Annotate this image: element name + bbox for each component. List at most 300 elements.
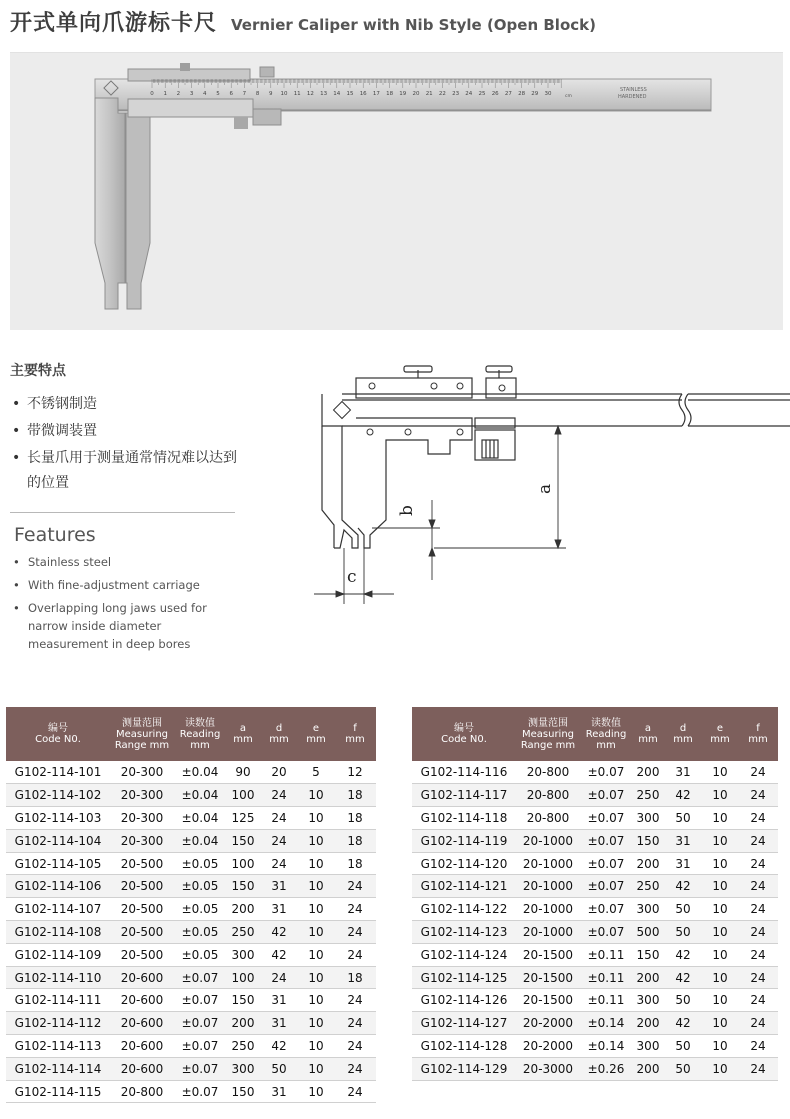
scale-number: 21 bbox=[425, 91, 433, 97]
table-cell: 24 bbox=[738, 921, 778, 944]
scale-number: 12 bbox=[306, 91, 314, 97]
table-row bbox=[6, 1012, 376, 1035]
table-cell: 42 bbox=[664, 784, 702, 807]
table-cell: 300 bbox=[632, 989, 664, 1012]
table-row bbox=[412, 1057, 778, 1080]
table-cell: 42 bbox=[260, 1035, 298, 1058]
column-header bbox=[580, 707, 632, 761]
table-cell: 10 bbox=[298, 966, 334, 989]
features-heading-cn: 主要特点 bbox=[10, 363, 66, 379]
table-cell: 20-300 bbox=[110, 761, 174, 784]
table-cell: 10 bbox=[298, 1035, 334, 1058]
table-cell: ±0.04 bbox=[174, 761, 226, 784]
table-cell: 20-1000 bbox=[516, 852, 580, 875]
table-cell: G102-114-126 bbox=[412, 989, 516, 1012]
table-row bbox=[412, 921, 778, 944]
table-cell: 24 bbox=[334, 1080, 376, 1103]
table-cell: ±0.04 bbox=[174, 829, 226, 852]
caliper-illustration bbox=[10, 53, 783, 331]
table-cell: ±0.05 bbox=[174, 898, 226, 921]
table-cell: ±0.05 bbox=[174, 921, 226, 944]
table-cell: 20-2000 bbox=[516, 1035, 580, 1058]
column-header-cn: a bbox=[239, 723, 247, 734]
table-cell: ±0.07 bbox=[580, 921, 632, 944]
table-cell: 100 bbox=[226, 966, 260, 989]
table-row bbox=[412, 989, 778, 1012]
table-cell: 500 bbox=[632, 921, 664, 944]
table-cell: 20-300 bbox=[110, 784, 174, 807]
table-cell: 20-1500 bbox=[516, 989, 580, 1012]
features-list-cn bbox=[10, 392, 245, 498]
table-cell: G102-114-122 bbox=[412, 898, 516, 921]
scale-number: 25 bbox=[478, 91, 486, 97]
table-cell: 20-600 bbox=[110, 1012, 174, 1035]
table-cell: G102-114-113 bbox=[6, 1035, 110, 1058]
table-cell: ±0.07 bbox=[174, 1012, 226, 1035]
column-header-en: mm bbox=[233, 734, 253, 745]
column-header-en: mm bbox=[306, 734, 326, 745]
table-cell: G102-114-120 bbox=[412, 852, 516, 875]
table-cell: 300 bbox=[226, 943, 260, 966]
table-cell: 24 bbox=[738, 898, 778, 921]
column-header-en: mm bbox=[638, 734, 658, 745]
table-cell: 24 bbox=[260, 829, 298, 852]
table-cell: 24 bbox=[334, 1012, 376, 1035]
column-header bbox=[702, 707, 738, 761]
dimension-label-a: a bbox=[535, 483, 555, 494]
table-cell: 10 bbox=[702, 898, 738, 921]
table-cell: ±0.07 bbox=[174, 966, 226, 989]
table-cell: 10 bbox=[298, 943, 334, 966]
table-row bbox=[6, 1057, 376, 1080]
scale-number: 2 bbox=[176, 91, 181, 97]
scale-number: 11 bbox=[293, 91, 301, 97]
table-cell: 10 bbox=[702, 966, 738, 989]
scale-number: 24 bbox=[465, 91, 473, 97]
column-header bbox=[298, 707, 334, 761]
table-cell: 50 bbox=[664, 1035, 702, 1058]
table-row bbox=[6, 875, 376, 898]
scale-number: 17 bbox=[372, 91, 380, 97]
column-header-cn: f bbox=[756, 723, 760, 734]
list-item: • 长量爪用于测量通常情况难以达到的位置 bbox=[10, 446, 245, 496]
column-header-cn: 测量范围 bbox=[528, 717, 568, 729]
scale-number: 14 bbox=[333, 91, 341, 97]
column-header-cn: a bbox=[644, 723, 652, 734]
table-cell: 200 bbox=[632, 1057, 664, 1080]
column-header-cn: 读数值 bbox=[185, 717, 215, 729]
table-cell: 20-1000 bbox=[516, 875, 580, 898]
table-row bbox=[412, 875, 778, 898]
table-cell: 24 bbox=[334, 989, 376, 1012]
table-cell: 24 bbox=[738, 1035, 778, 1058]
dimension-diagram bbox=[300, 360, 790, 610]
scale-number: 9 bbox=[269, 91, 273, 97]
table-cell: 150 bbox=[226, 875, 260, 898]
table-cell: 50 bbox=[664, 898, 702, 921]
dimension-label-c: c bbox=[347, 567, 357, 587]
table-cell: 20-1000 bbox=[516, 898, 580, 921]
table-row bbox=[6, 852, 376, 875]
table-cell: 31 bbox=[260, 1080, 298, 1103]
table-cell: 20-500 bbox=[110, 898, 174, 921]
table-cell: 10 bbox=[702, 784, 738, 807]
table-cell: 24 bbox=[738, 1057, 778, 1080]
scale-number: 6 bbox=[229, 91, 233, 97]
table-row bbox=[6, 829, 376, 852]
table-row bbox=[412, 761, 778, 784]
table-cell: ±0.07 bbox=[174, 1057, 226, 1080]
table-cell: 50 bbox=[260, 1057, 298, 1080]
table-cell: 50 bbox=[664, 921, 702, 944]
table-cell: 10 bbox=[702, 761, 738, 784]
table-cell: 24 bbox=[738, 761, 778, 784]
scale-number: 29 bbox=[531, 91, 539, 97]
product-photo bbox=[10, 52, 783, 330]
table-cell: ±0.05 bbox=[174, 943, 226, 966]
table-cell: 20-800 bbox=[110, 1080, 174, 1103]
table-cell: 24 bbox=[334, 1057, 376, 1080]
table-cell: 125 bbox=[226, 807, 260, 830]
column-header-en: mm bbox=[345, 734, 365, 745]
table-row bbox=[6, 966, 376, 989]
table-row bbox=[412, 852, 778, 875]
table-cell: 24 bbox=[738, 784, 778, 807]
table-cell: 300 bbox=[632, 1035, 664, 1058]
list-item: • 带微调装置 bbox=[10, 419, 245, 444]
caliper-line-drawing bbox=[300, 360, 790, 610]
column-header-en: Code N0. bbox=[35, 734, 81, 745]
table-cell: 20-600 bbox=[110, 966, 174, 989]
table-cell: 300 bbox=[632, 807, 664, 830]
table-row bbox=[412, 807, 778, 830]
table-cell: ±0.05 bbox=[174, 852, 226, 875]
table-row bbox=[6, 761, 376, 784]
column-header-cn: f bbox=[353, 723, 357, 734]
table-cell: 42 bbox=[664, 1012, 702, 1035]
table-cell: 20-2000 bbox=[516, 1012, 580, 1035]
table-cell: ±0.11 bbox=[580, 966, 632, 989]
table-cell: 10 bbox=[298, 921, 334, 944]
table-cell: 24 bbox=[260, 784, 298, 807]
table-cell: 250 bbox=[632, 784, 664, 807]
table-cell: 150 bbox=[632, 943, 664, 966]
table-cell: 200 bbox=[632, 1012, 664, 1035]
table-cell: 20-800 bbox=[516, 761, 580, 784]
table-row bbox=[6, 943, 376, 966]
column-header bbox=[110, 707, 174, 761]
table-cell: ±0.07 bbox=[580, 761, 632, 784]
scale-number: 5 bbox=[216, 91, 220, 97]
column-header bbox=[226, 707, 260, 761]
table-cell: 31 bbox=[260, 898, 298, 921]
table-cell: 10 bbox=[702, 1035, 738, 1058]
table-cell: 10 bbox=[298, 852, 334, 875]
scale-number: 26 bbox=[491, 91, 499, 97]
table-cell: 20-1500 bbox=[516, 943, 580, 966]
table-cell: G102-114-114 bbox=[6, 1057, 110, 1080]
column-header-cn: 编号 bbox=[48, 723, 68, 734]
column-header bbox=[738, 707, 778, 761]
scale-number: 13 bbox=[320, 91, 328, 97]
table-cell: 50 bbox=[664, 989, 702, 1012]
table-cell: 250 bbox=[226, 1035, 260, 1058]
scale-number: 20 bbox=[412, 91, 420, 97]
table-cell: 90 bbox=[226, 761, 260, 784]
table-cell: ±0.07 bbox=[580, 807, 632, 830]
table-cell: G102-114-118 bbox=[412, 807, 516, 830]
table-cell: 10 bbox=[702, 921, 738, 944]
page-title-en: Vernier Caliper with Nib Style (Open Block) bbox=[231, 16, 596, 34]
table-cell: 150 bbox=[632, 829, 664, 852]
table-cell: 150 bbox=[226, 989, 260, 1012]
fixed-jaw bbox=[95, 98, 125, 309]
dimension-label-b: b bbox=[397, 505, 417, 516]
table-cell: 10 bbox=[298, 898, 334, 921]
table-cell: 20-500 bbox=[110, 921, 174, 944]
table-cell: 10 bbox=[702, 807, 738, 830]
table-cell: 31 bbox=[260, 1012, 298, 1035]
table-cell: 31 bbox=[260, 875, 298, 898]
table-cell: 18 bbox=[334, 807, 376, 830]
table-cell: ±0.07 bbox=[580, 898, 632, 921]
table-cell: 20-600 bbox=[110, 1035, 174, 1058]
sliding-jaw bbox=[126, 113, 150, 309]
scale-number: 3 bbox=[189, 91, 194, 97]
table-cell: 100 bbox=[226, 852, 260, 875]
scale-number: 7 bbox=[242, 91, 247, 97]
table-cell: G102-114-107 bbox=[6, 898, 110, 921]
features-heading-en: Features bbox=[14, 524, 96, 546]
table-cell: G102-114-121 bbox=[412, 875, 516, 898]
table-cell: 10 bbox=[702, 989, 738, 1012]
scale-number: 19 bbox=[399, 91, 407, 97]
table-cell: G102-114-125 bbox=[412, 966, 516, 989]
table-row bbox=[6, 921, 376, 944]
scale-number: 10 bbox=[280, 91, 288, 97]
column-header-en: Reading mm bbox=[179, 728, 221, 751]
table-cell: 50 bbox=[664, 1057, 702, 1080]
table-cell: ±0.07 bbox=[174, 989, 226, 1012]
table-row bbox=[6, 1080, 376, 1103]
table-cell: 42 bbox=[664, 966, 702, 989]
table-cell: ±0.04 bbox=[174, 784, 226, 807]
table-cell: 42 bbox=[260, 921, 298, 944]
table-cell: G102-114-108 bbox=[6, 921, 110, 944]
table-cell: 20-300 bbox=[110, 807, 174, 830]
table-row bbox=[412, 1035, 778, 1058]
table-cell: 10 bbox=[298, 1057, 334, 1080]
table-cell: 24 bbox=[738, 943, 778, 966]
column-header-cn: d bbox=[275, 723, 283, 734]
table-cell: 20-500 bbox=[110, 943, 174, 966]
table-cell: ±0.07 bbox=[580, 875, 632, 898]
column-header bbox=[174, 707, 226, 761]
table-cell: 31 bbox=[664, 761, 702, 784]
table-cell: 24 bbox=[334, 1035, 376, 1058]
table-cell: 10 bbox=[298, 875, 334, 898]
table-cell: 200 bbox=[226, 1012, 260, 1035]
column-header bbox=[6, 707, 110, 761]
table-cell: 10 bbox=[702, 875, 738, 898]
column-header bbox=[412, 707, 516, 761]
column-header-cn: 编号 bbox=[454, 723, 474, 734]
table-cell: G102-114-117 bbox=[412, 784, 516, 807]
table-cell: 10 bbox=[298, 784, 334, 807]
table-cell: 18 bbox=[334, 784, 376, 807]
table-cell: 24 bbox=[260, 966, 298, 989]
table-cell: G102-114-123 bbox=[412, 921, 516, 944]
table-cell: 200 bbox=[632, 761, 664, 784]
scale-number: 30 bbox=[544, 91, 552, 97]
scale-number: 1 bbox=[163, 91, 167, 97]
table-cell: G102-114-101 bbox=[6, 761, 110, 784]
table-cell: 42 bbox=[664, 875, 702, 898]
table-cell: G102-114-103 bbox=[6, 807, 110, 830]
table-cell: 300 bbox=[226, 1057, 260, 1080]
table-cell: 31 bbox=[260, 989, 298, 1012]
list-item: • With fine-adjustment carriage bbox=[10, 576, 245, 594]
table-row bbox=[6, 807, 376, 830]
table-cell: 20-600 bbox=[110, 989, 174, 1012]
table-cell: 18 bbox=[334, 966, 376, 989]
table-cell: G102-114-128 bbox=[412, 1035, 516, 1058]
table-cell: 42 bbox=[260, 943, 298, 966]
column-header bbox=[664, 707, 702, 761]
table-cell: 31 bbox=[664, 852, 702, 875]
table-row bbox=[6, 898, 376, 921]
table-cell: 24 bbox=[738, 989, 778, 1012]
spec-table-left bbox=[6, 707, 376, 1103]
table-cell: 300 bbox=[632, 898, 664, 921]
table-cell: 20-800 bbox=[516, 784, 580, 807]
table-row bbox=[6, 1035, 376, 1058]
scale-number: 28 bbox=[518, 91, 526, 97]
table-cell: 24 bbox=[334, 898, 376, 921]
column-header-en: mm bbox=[748, 734, 768, 745]
table-cell: 5 bbox=[298, 761, 334, 784]
table-cell: 10 bbox=[298, 1080, 334, 1103]
column-header bbox=[516, 707, 580, 761]
table-cell: 10 bbox=[298, 829, 334, 852]
scale-number: 22 bbox=[438, 91, 446, 97]
table-cell: ±0.04 bbox=[174, 807, 226, 830]
engraving-stainless: STAINLESS bbox=[620, 87, 647, 93]
table-cell: 200 bbox=[632, 966, 664, 989]
spec-table-right bbox=[412, 707, 778, 1081]
table-row bbox=[412, 966, 778, 989]
table-cell: G102-114-127 bbox=[412, 1012, 516, 1035]
scale-number: 16 bbox=[359, 91, 367, 97]
column-header-en: Code N0. bbox=[441, 734, 487, 745]
table-row bbox=[6, 989, 376, 1012]
table-cell: G102-114-102 bbox=[6, 784, 110, 807]
table-cell: 150 bbox=[226, 829, 260, 852]
column-header-cn: e bbox=[312, 723, 320, 734]
table-cell: 150 bbox=[226, 1080, 260, 1103]
table-cell: ±0.07 bbox=[174, 1035, 226, 1058]
table-cell: G102-114-115 bbox=[6, 1080, 110, 1103]
scale-number: 27 bbox=[504, 91, 512, 97]
table-row bbox=[412, 943, 778, 966]
table-cell: 250 bbox=[226, 921, 260, 944]
table-cell: ±0.14 bbox=[580, 1035, 632, 1058]
column-header-cn: e bbox=[716, 723, 724, 734]
table-cell: 12 bbox=[334, 761, 376, 784]
table-cell: 20-1000 bbox=[516, 921, 580, 944]
table-cell: 24 bbox=[738, 807, 778, 830]
table-cell: ±0.07 bbox=[174, 1080, 226, 1103]
table-cell: 24 bbox=[334, 875, 376, 898]
scale-number: 18 bbox=[386, 91, 394, 97]
table-cell: 20-3000 bbox=[516, 1057, 580, 1080]
table-cell: G102-114-112 bbox=[6, 1012, 110, 1035]
table-cell: 24 bbox=[738, 966, 778, 989]
table-cell: ±0.07 bbox=[580, 852, 632, 875]
list-item: • Stainless steel bbox=[10, 553, 245, 571]
scale-number: 0 bbox=[150, 91, 154, 97]
column-header-cn: d bbox=[679, 723, 687, 734]
column-header-cn: 读数值 bbox=[591, 717, 621, 729]
table-header-row bbox=[6, 707, 376, 761]
table-cell: G102-114-110 bbox=[6, 966, 110, 989]
column-header bbox=[632, 707, 664, 761]
table-cell: 24 bbox=[260, 852, 298, 875]
table-cell: 24 bbox=[260, 807, 298, 830]
table-cell: 24 bbox=[738, 1012, 778, 1035]
column-header-en: mm bbox=[710, 734, 730, 745]
section-divider bbox=[10, 512, 235, 513]
table-cell: 10 bbox=[702, 943, 738, 966]
table-cell: ±0.11 bbox=[580, 943, 632, 966]
column-header-cn: 测量范围 bbox=[122, 717, 162, 729]
table-cell: 20-500 bbox=[110, 875, 174, 898]
table-cell: ±0.07 bbox=[580, 784, 632, 807]
table-cell: 10 bbox=[702, 852, 738, 875]
table-cell: ±0.05 bbox=[174, 875, 226, 898]
scale-number: 15 bbox=[346, 91, 354, 97]
title-row bbox=[10, 6, 596, 42]
table-cell: 200 bbox=[226, 898, 260, 921]
features-list-en bbox=[10, 553, 245, 658]
vernier-slider bbox=[128, 99, 253, 117]
table-cell: 10 bbox=[702, 1012, 738, 1035]
table-cell: G102-114-124 bbox=[412, 943, 516, 966]
column-header bbox=[260, 707, 298, 761]
table-cell: G102-114-104 bbox=[6, 829, 110, 852]
table-cell: ±0.07 bbox=[580, 829, 632, 852]
table-cell: 20 bbox=[260, 761, 298, 784]
page-title-cn: 开式单向爪游标卡尺 bbox=[10, 11, 218, 36]
table-row bbox=[412, 898, 778, 921]
table-cell: 10 bbox=[702, 829, 738, 852]
table-cell: 20-1500 bbox=[516, 966, 580, 989]
table-cell: 18 bbox=[334, 829, 376, 852]
table-cell: 18 bbox=[334, 852, 376, 875]
table-cell: G102-114-109 bbox=[6, 943, 110, 966]
table-cell: ±0.11 bbox=[580, 989, 632, 1012]
table-cell: 50 bbox=[664, 807, 702, 830]
table-row bbox=[412, 784, 778, 807]
table-row bbox=[412, 1012, 778, 1035]
table-cell: G102-114-105 bbox=[6, 852, 110, 875]
table-cell: 24 bbox=[334, 921, 376, 944]
table-row bbox=[412, 829, 778, 852]
table-cell: 20-1000 bbox=[516, 829, 580, 852]
table-row bbox=[6, 784, 376, 807]
table-cell: 250 bbox=[632, 875, 664, 898]
column-header bbox=[334, 707, 376, 761]
